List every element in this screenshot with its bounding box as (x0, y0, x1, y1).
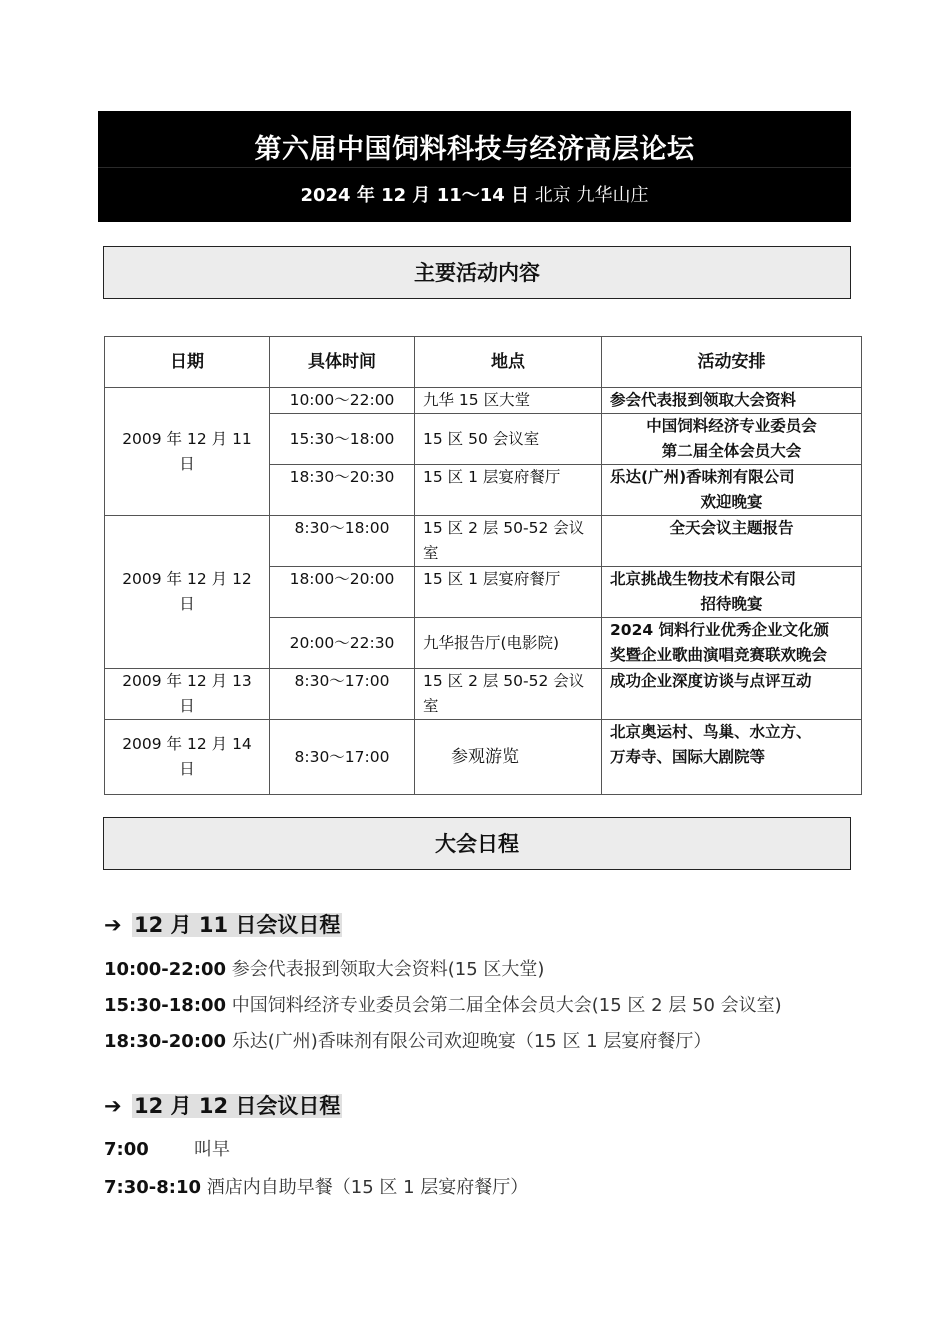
agenda-desc: 叫早 (194, 1139, 230, 1160)
activity-line: 万寿寺、国际大剧院等 (610, 748, 766, 766)
place-cell: 15 区 2 层 50-52 会议室 (415, 516, 602, 567)
activity-cell (602, 465, 862, 516)
header-place: 地点 (415, 337, 602, 388)
activity-cell (602, 414, 862, 465)
day1-heading (104, 909, 342, 939)
table-row (105, 720, 862, 795)
agenda-desc: 乐达(广州)香味剂有限公司欢迎晚宴（15 区 1 层宴府餐厅） (226, 1031, 712, 1052)
place-cell: 15 区 2 层 50-52 会议室 (415, 669, 602, 720)
activity-table (104, 336, 862, 795)
activity-cell: 全天会议主题报告 (602, 516, 862, 567)
table-row (105, 388, 862, 414)
time-cell: 18:00～20:00 (270, 567, 415, 618)
time-cell: 15:30～18:00 (270, 414, 415, 465)
day2-heading (104, 1090, 342, 1120)
agenda-time: 10:00-22:00 (104, 959, 227, 980)
place-cell: 15 区 1 层宴府餐厅 (415, 465, 602, 516)
place-cell: 九华报告厅(电影院) (415, 618, 602, 669)
table-header-row (105, 337, 862, 388)
date-cell: 2009 年 12 月 14 日 (105, 720, 270, 795)
forum-date-venue (98, 181, 851, 207)
activity-cell: 参会代表报到领取大会资料 (602, 388, 862, 414)
agenda-time: 7:00 (104, 1139, 149, 1160)
time-cell: 8:30～17:00 (270, 720, 415, 795)
header-time: 具体时间 (270, 337, 415, 388)
agenda-item (104, 991, 782, 1017)
day1-heading-text: 12 月 11 日会议日程 (134, 913, 341, 937)
header-date: 日期 (105, 337, 270, 388)
time-cell: 10:00～22:00 (270, 388, 415, 414)
agenda-item (104, 1027, 711, 1053)
time-cell: 8:30～18:00 (270, 516, 415, 567)
date-cell: 2009 年 12 月 13 日 (105, 669, 270, 720)
place-cell: 参观游览 (415, 720, 602, 795)
activity-line: 欢迎晚宴 (700, 493, 763, 511)
header-banner (98, 111, 851, 222)
activity-line: 北京挑战生物技术有限公司 (610, 570, 797, 588)
activity-line: 乐达(广州)香味剂有限公司 (610, 468, 795, 486)
place-cell: 15 区 50 会议室 (415, 414, 602, 465)
activity-cell (602, 720, 862, 795)
forum-date: 2024 年 12 月 11～14 日 (300, 185, 530, 206)
time-cell: 8:30～17:00 (270, 669, 415, 720)
place-cell: 15 区 1 层宴府餐厅 (415, 567, 602, 618)
activity-line: 北京奥运村、鸟巢、水立方、 (610, 723, 812, 741)
activity-line: 第二届全体会员大会 (661, 442, 802, 460)
agenda-time: 18:30-20:00 (104, 1031, 227, 1052)
date-cell: 2009 年 12 月 12 日 (105, 516, 270, 669)
activity-cell (602, 567, 862, 618)
activity-line: 2024 饲料行业优秀企业文化颁 (610, 621, 830, 639)
agenda-item (104, 955, 544, 981)
time-cell: 20:00～22:30 (270, 618, 415, 669)
place-cell: 九华 15 区大堂 (415, 388, 602, 414)
agenda-desc: 参会代表报到领取大会资料(15 区大堂) (226, 959, 545, 980)
agenda-desc: 酒店内自助早餐（15 区 1 层宴府餐厅） (201, 1177, 529, 1198)
arrow-right-icon: ➔ (104, 1094, 122, 1118)
date-cell: 2009 年 12 月 11 日 (105, 388, 270, 516)
activity-cell (602, 618, 862, 669)
table-row (105, 516, 862, 567)
activity-line: 招待晚宴 (700, 595, 763, 613)
agenda-time: 7:30-8:10 (104, 1177, 202, 1198)
forum-title: 第六届中国饲料科技与经济高层论坛 (254, 134, 695, 165)
agenda-desc: 中国饲料经济专业委员会第二届全体会员大会(15 区 2 层 50 会议室) (226, 995, 782, 1016)
banner-divider (98, 167, 851, 168)
arrow-right-icon: ➔ (104, 913, 122, 937)
activity-cell: 成功企业深度访谈与点评互动 (602, 669, 862, 720)
table-row (105, 669, 862, 720)
agenda-item (104, 1173, 528, 1199)
section-title-agenda: 大会日程 (103, 817, 851, 870)
activity-line: 奖暨企业歌曲演唱竞赛联欢晚会 (610, 646, 828, 664)
agenda-time: 15:30-18:00 (104, 995, 227, 1016)
header-activity: 活动安排 (602, 337, 862, 388)
section-title-activities: 主要活动内容 (103, 246, 851, 299)
agenda-item (104, 1135, 230, 1161)
activity-line: 中国饲料经济专业委员会 (646, 417, 817, 435)
time-cell: 18:30～20:30 (270, 465, 415, 516)
forum-venue: 北京 九华山庄 (529, 185, 649, 206)
day2-heading-text: 12 月 12 日会议日程 (134, 1094, 341, 1118)
